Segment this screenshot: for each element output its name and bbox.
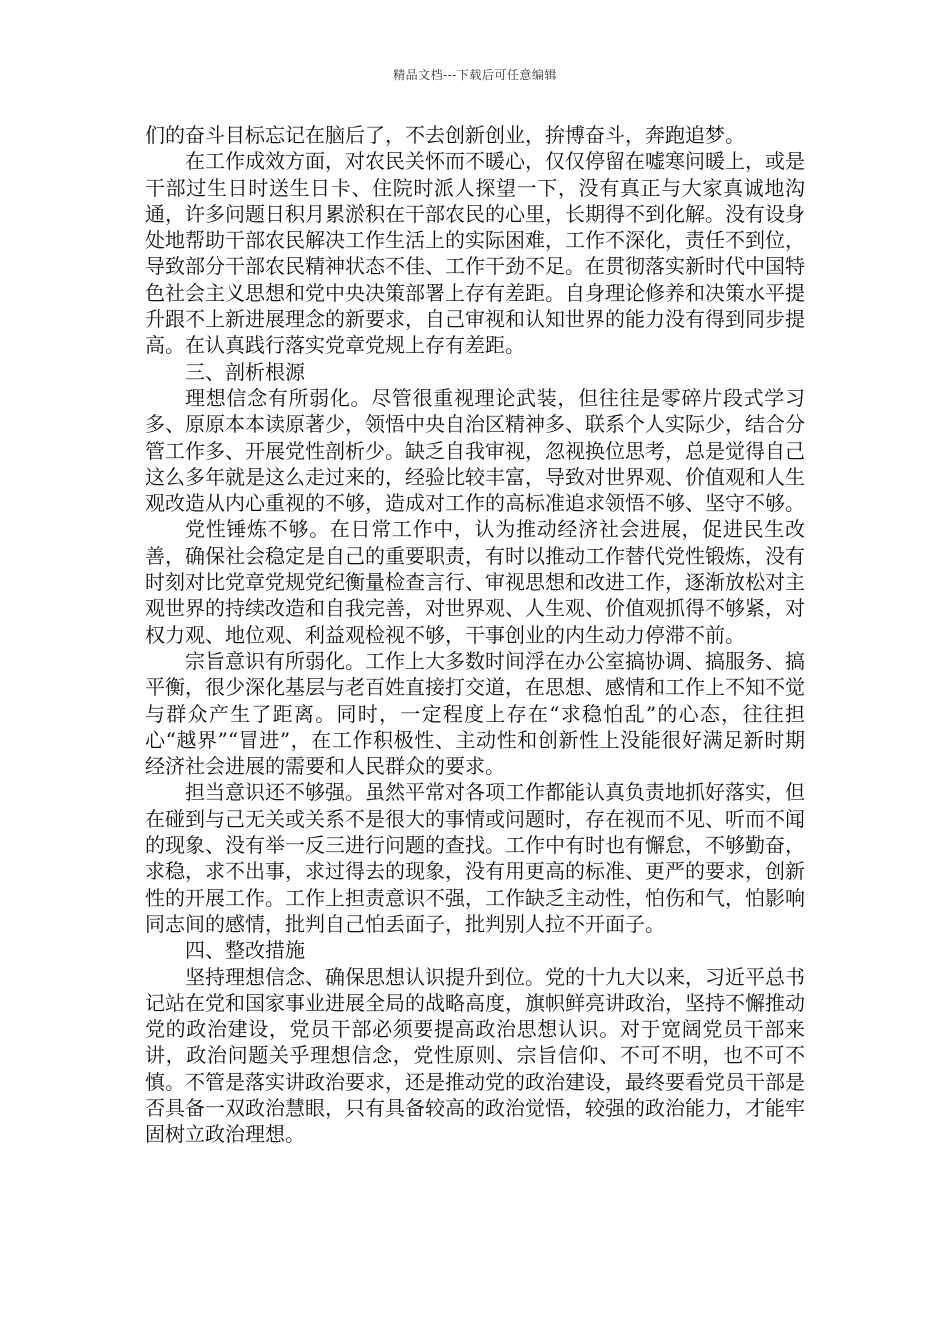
section-heading-rectification: 四、整改措施 [185,938,305,963]
paragraph-ideals-weakened: 理想信念有所弱化。尽管很重视理论武装，但往往是零碎片段式学习多、原原本本读原著少，领悟中央自治区精神多、联系个人实际少，结合分管工作多、开展党性剖析少。缺乏自我审视，忽视换位思考，总是觉得自己这么多年就是这么走过来的，经验比较丰富，导致对世界观、价值观和人生观改造从内心重视的不够，造成对工作的高标准追求领悟不够、坚守不够。 [145,385,805,516]
paragraph-responsibility: 担当意识还不够强。虽然平常对各项工作都能认真负责地抓好落实，但在碰到与己无关或关系不是很大的事情或问题时，存在视而不见、听而不闻的现象、没有举一反三进行问题的查找。工作中有时也有懈怠，不够勤奋，求稳，求不出事，求过得去的现象，没有用更高的标准、更严的要求，创新性的开展工作。工作上担责意识不强，工作缺乏主动性，怕伤和气，怕影响同志间的感情，批判自己怕丢面子，批判别人拉不开面子。 [145,780,805,936]
paragraph-ideals-beliefs: 坚持理想信念、确保思想认识提升到位。党的十九大以来，习近平总书记站在党和国家事业进展全局的战略高度，旗帜鲜亮讲政治，坚持不懈推动党的政治建设，党员干部必须要提高政治思想认识。对于宽阔党员干部来讲，政治问题关乎理想信念，党性原则、宗旨信仰、不可不明，也不可不慎。不管是落实讲政治要求，还是推动党的政治建设，最终要看党员干部是否具备一双政治慧眼，只有具备较高的政治觉悟，较强的政治能力，才能牢固树立政治理想。 [145,964,805,1147]
paragraph-party-spirit: 党性锤炼不够。在日常工作中，认为推动经济社会进展，促进民生改善，确保社会稳定是自己的重要职责，有时以推动工作替代党性锻炼，没有时刻对比党章党规党纪衡量检查言行、审视思想和改进工作，逐渐放松对主观世界的持续改造和自我完善，对世界观、人生观、价值观抓得不够紧，对权力观、地位观、利益观检视不够，干事创业的内生动力停滞不前。 [145,517,805,647]
paragraph-work-effectiveness: 在工作成效方面，对农民关怀而不暖心，仅仅停留在嘘寒问暖上，或是干部过生日时送生日卡、住院时派人探望一下，没有真正与大家真诚地沟通，许多问题日积月累淤积在干部农民的心里，长期得不到化解。没有设身处地帮助干部农民解决工作生活上的实际困难，工作不深化，责任不到位，导致部分干部农民精神状态不佳、工作干劲不足。在贯彻落实新时代中国特色社会主义思想和党中央决策部署上存有差距。自身理论修养和决策水平提升跟不上新进展理念的新要求，自己审视和认知世界的能力没有得到同步提高。在认真践行落实党章党规上存有差距。 [145,149,805,358]
paragraph-purpose-awareness: 宗旨意识有所弱化。工作上大多数时间浮在办公室搞协调、搞服务、搞平衡，很少深化基层与老百姓直接打交道，在思想、感情和工作上不知不觉与群众产生了距离。同时，一定程度上存在“求稳怕乱”的心态，往往担心“越界”“冒进”，在工作积极性、主动性和创新性上没能很好满足新时期经济社会进展的需要和人民群众的要求。 [145,648,805,779]
page-header: 精品文档---下载后可任意编辑 [393,68,557,82]
document-body [145,122,805,1148]
section-heading-root-causes: 三、剖析根源 [185,359,305,384]
paragraph-continuation: 们的奋斗目标忘记在脑后了，不去创新创业，拚博奋斗，奔跑追梦。 [145,123,745,147]
